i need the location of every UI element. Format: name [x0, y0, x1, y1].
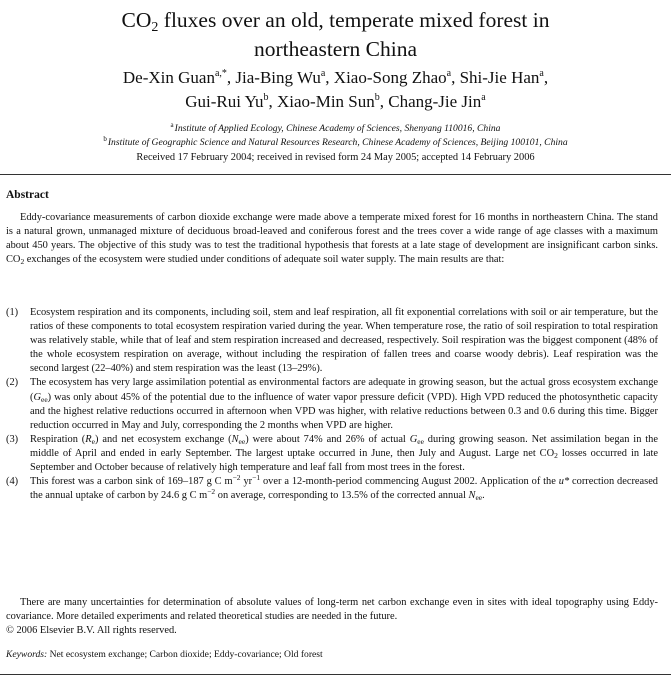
- author-separator: ,: [379, 92, 389, 111]
- result-text: over a 12-month-period commencing August 2002. Application of the: [260, 476, 559, 488]
- result-text: ee: [417, 436, 424, 446]
- author-affiliation-mark: a: [446, 68, 452, 79]
- abstract-heading: Abstract: [6, 189, 49, 201]
- title-prefix: CO: [121, 8, 152, 32]
- result-text: 2: [554, 450, 558, 460]
- abstract-conclusion: There are many uncertainties for determination of absolute values of long-term net carbon exchange even in sites with ideal topography using Eddy-covariance. More detailed experiments and related theoretical studies are needed in the future.: [6, 597, 658, 623]
- result-text: Ecosystem respiration and its components, including soil, stem and leaf respiration, all fit exponential correlations with soil or air temperature, but the ratios of these components to total ecosystem respiration varied during the year. When temperature rose, the ratio of soil respiration to total respiration was relatively stable, while that of leaf and stem respiration increased and decreased, respectively. Soil respiration was the biggest component (48% of the whole ecosystem respiration on average, without including the respiration of fallen trees and coarse woody debris). Leaf respiration was the second largest (22–40%) and stem respiration was the least (13–29%).: [30, 307, 658, 375]
- affiliation-text: Institute of Applied Ecology, Chinese Academy of Sciences, Shenyang 110016, China: [174, 123, 501, 134]
- author-separator: ,: [226, 68, 236, 87]
- divider-top: [0, 174, 671, 175]
- author-affiliation-mark: a: [481, 92, 486, 103]
- received-dates: Received 17 February 2004; received in revised form 24 May 2005; accepted 14 February 2006: [136, 152, 535, 163]
- title-subscript: 2: [151, 20, 159, 35]
- author-affiliation-mark: a,*: [214, 68, 227, 79]
- keywords-text: Net ecosystem exchange; Carbon dioxide; Eddy-covariance; Old forest: [49, 649, 323, 660]
- article-title: [0, 6, 671, 64]
- result-text: on average, corresponding to 13.5% of the corrected annual: [215, 490, 469, 502]
- result-number: (4): [6, 476, 19, 488]
- affiliation-b: [0, 136, 671, 150]
- result-text: This forest was a carbon sink of 169–187 g C m: [30, 476, 233, 488]
- affiliation-text: Institute of Geographic Science and Natural Resources Research, Chinese Academy of Sciences, Beijing 100101, China: [107, 137, 568, 148]
- result-text: ee: [475, 493, 483, 503]
- author-affiliation-mark: b: [263, 92, 269, 103]
- result-text: G: [409, 433, 418, 445]
- author-list: [0, 66, 671, 114]
- result-text: losses occurred in late September and October because of relatively high temperature and leaf fall from most trees in the forest.: [30, 447, 658, 474]
- title-line1-rest: fluxes over an old, temperate mixed forest in: [158, 8, 550, 32]
- divider-bottom: [0, 674, 671, 675]
- affiliations: [0, 122, 671, 150]
- result-text: yr: [240, 476, 253, 488]
- author-name: De-Xin Guan: [122, 68, 215, 87]
- result-text: e: [91, 436, 95, 446]
- result-text: R: [85, 433, 92, 445]
- affiliation-mark: b: [103, 135, 107, 143]
- author-separator: ,: [543, 68, 549, 87]
- author-name: Xiao-Min Sun: [277, 92, 375, 111]
- intro-text-b: exchanges of the ecosystem were studied under conditions of adequate soil water supply. The main results are that:: [24, 254, 505, 266]
- result-number: (2): [6, 377, 19, 389]
- results-list: [6, 306, 658, 503]
- intro-subscript: 2: [20, 257, 25, 267]
- result-item: [6, 306, 658, 376]
- result-text: G: [33, 391, 41, 403]
- author-name: Shi-Jie Han: [459, 68, 540, 87]
- result-text: ) and net ecosystem exchange (: [94, 433, 232, 445]
- author-name: Xiao-Song Zhao: [333, 68, 447, 87]
- result-text: N: [231, 433, 239, 445]
- affiliation-mark: a: [170, 121, 174, 129]
- author-name: Jia-Bing Wu: [235, 68, 321, 87]
- author-name: Gui-Rui Yu: [185, 92, 264, 111]
- result-text: .: [482, 490, 485, 502]
- result-text: −1: [252, 473, 261, 483]
- author-affiliation-mark: b: [374, 92, 380, 103]
- result-text: during growing season. Net assimilation began in the middle of April and ended in early September. The largest uptake occurred in June, then July and August. Large net CO: [30, 433, 658, 459]
- result-number: (1): [6, 307, 19, 318]
- result-text: −2: [232, 473, 241, 483]
- result-text: Respiration (: [30, 433, 86, 445]
- keywords: [6, 648, 323, 662]
- affiliation-a: [0, 122, 671, 136]
- result-text: −2: [207, 487, 216, 497]
- author-separator: ,: [451, 68, 460, 87]
- result-number: (3): [6, 433, 19, 445]
- result-text: ) was only about 45% of the potential due to the influence of water vapor pressure deficit (VPD). High VPD reduced the photosynthetic capacity and the highest relative reductions occurred in afternoon when VPD was higher, with relative reductions between 0.3 and 0.6 during this time. Bigger reduction occurred in May and July, corresponding the 2 months when VPD are higher.: [30, 391, 658, 431]
- abstract-intro: [6, 211, 658, 267]
- author-separator: ,: [325, 68, 334, 87]
- result-item: [6, 475, 658, 503]
- author-separator: ,: [268, 92, 277, 111]
- result-text: N: [468, 490, 476, 502]
- result-text: u*: [558, 476, 570, 488]
- result-item: [6, 376, 658, 432]
- author-affiliation-mark: a: [539, 68, 544, 79]
- keywords-label: Keywords:: [6, 649, 48, 660]
- result-text: correction decreased the annual uptake of carbon by 24.6 g C m: [30, 476, 658, 502]
- intro-text-a: Eddy-covariance measurements of carbon dioxide exchange were made above a temperate mixed forest for 16 months in northeastern China. The stand is a natural grown, unmanaged mixture of deciduous broad-leaved and coniferous forest and the trees cover a wide range of age classes with a maximum about 450 years. The objective of this study was to test the traditional hypothesis that forests at a late stage of development are insignificant carbon sinks. CO: [6, 212, 658, 266]
- author-affiliation-mark: a: [320, 68, 326, 79]
- result-item: [6, 433, 658, 475]
- result-text: ee: [238, 436, 246, 446]
- copyright-notice: © 2006 Elsevier B.V. All rights reserved.: [6, 625, 177, 636]
- result-text: ee: [40, 394, 48, 404]
- author-name: Chang-Jie Jin: [388, 92, 482, 111]
- title-line2: northeastern China: [254, 37, 417, 61]
- result-text: The ecosystem has very large assimilation potential as environmental factors are adequate in growing season, but the actual gross ecosystem exchange (: [30, 377, 658, 403]
- result-text: ) were about 74% and 26% of actual: [245, 433, 410, 445]
